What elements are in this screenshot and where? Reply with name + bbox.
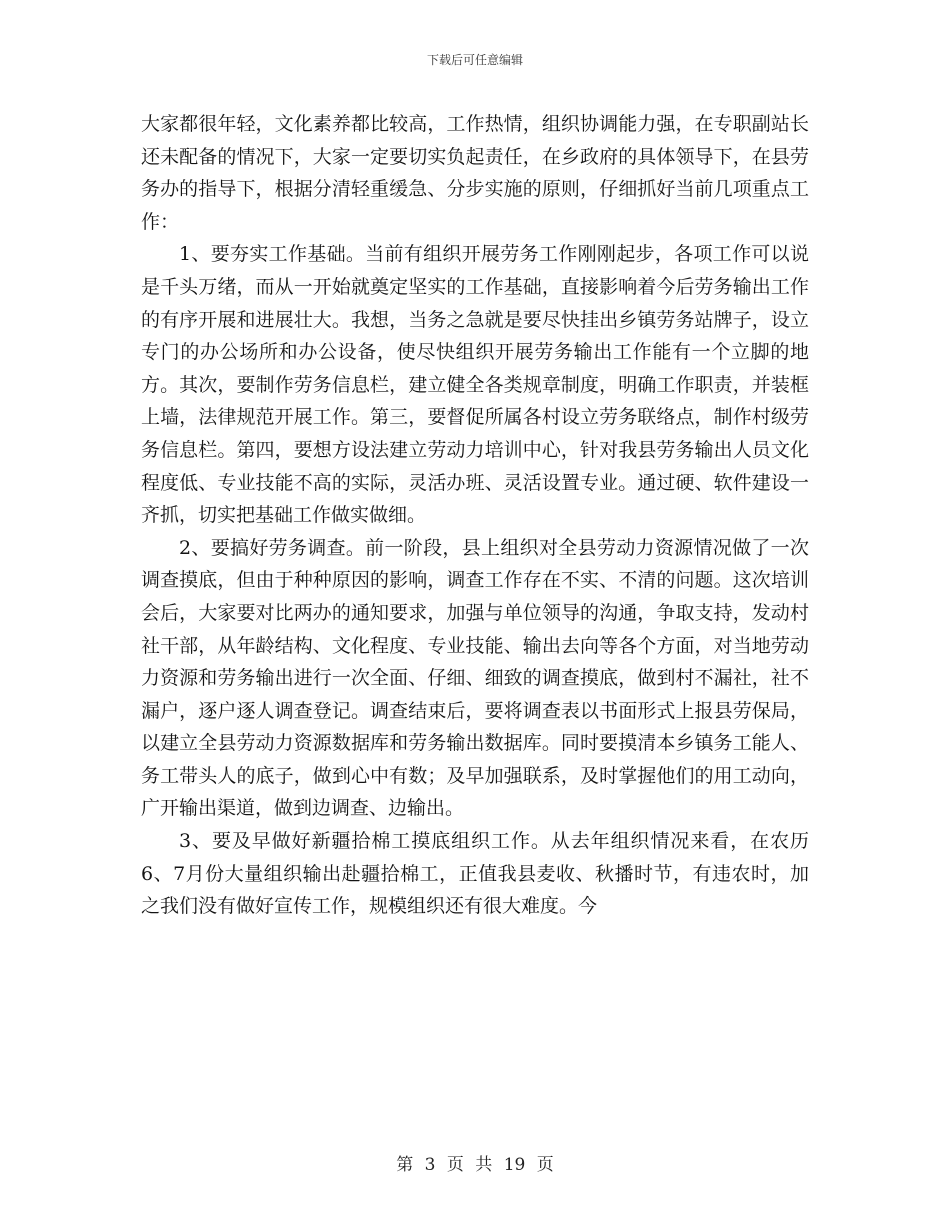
paragraph-item-1: 1、要夯实工作基础。当前有组织开展劳务工作刚刚起步，各项工作可以说是千头万绪，而从一开始就奠定坚实的工作基础，直接影响着今后劳务输出工作的有序开展和进展壮大。我想，当务之急就是要尽快挂出乡镇劳务站牌子，设立专门的办公场所和办公设备，使尽快组织开展劳务输出工作能有一个立脚的地方。其次，要制作劳务信息栏，建立健全各类规章制度，明确工作职责，并装框上墙，法律规范开展工作。第三，要督促所属各村设立劳务联络点，制作村级劳务信息栏。第四，要想方设法建立劳动力培训中心，针对我县劳务输出人员文化程度低、专业技能不高的实际，灵活办班、灵活设置专业。通过硬、软件建设一齐抓，切实把基础工作做实做细。 bbox=[141, 243, 809, 527]
page-header: 下载后可任意编辑 bbox=[426, 53, 523, 67]
page-number-footer: 第 3 页 共 19 页 bbox=[396, 1155, 554, 1175]
paragraph-intro: 大家都很年轻，文化素养都比较高，工作热情，组织协调能力强，在专职副站长还未配备的情况下，大家一定要切实负起责任，在乡政府的具体领导下，在县劳务办的指导下，根据分清轻重缓急、分步实施的原则，仔细抓好当前几项重点工作： bbox=[141, 113, 809, 233]
paragraph-item-3: 3、要及早做好新疆拾棉工摸底组织工作。从去年组织情况来看，在农历6、7月份大量组织输出赴疆拾棉工，正值我县麦收、秋播时节，有违农时，加之我们没有做好宣传工作，规模组织还有很大难度。今 bbox=[141, 830, 809, 918]
document-body bbox=[141, 108, 809, 923]
paragraph-item-2: 2、要搞好劳务调查。前一阶段，县上组织对全县劳动力资源情况做了一次调查摸底，但由于种种原因的影响，调查工作存在不实、不清的问题。这次培训会后，大家要对比两办的通知要求，加强与单位领导的沟通，争取支持，发动村社干部，从年龄结构、文化程度、专业技能、输出去向等各个方面，对当地劳动力资源和劳务输出进行一次全面、仔细、细致的调查摸底，做到村不漏社，社不漏户，逐户逐人调查登记。调查结束后，要将调查表以书面形式上报县劳保局，以建立全县劳动力资源数据库和劳务输出数据库。同时要摸清本乡镇务工能人、务工带头人的底子，做到心中有数；及早加强联系，及时掌握他们的用工动向，广开输出渠道，做到边调查、边输出。 bbox=[141, 536, 809, 820]
